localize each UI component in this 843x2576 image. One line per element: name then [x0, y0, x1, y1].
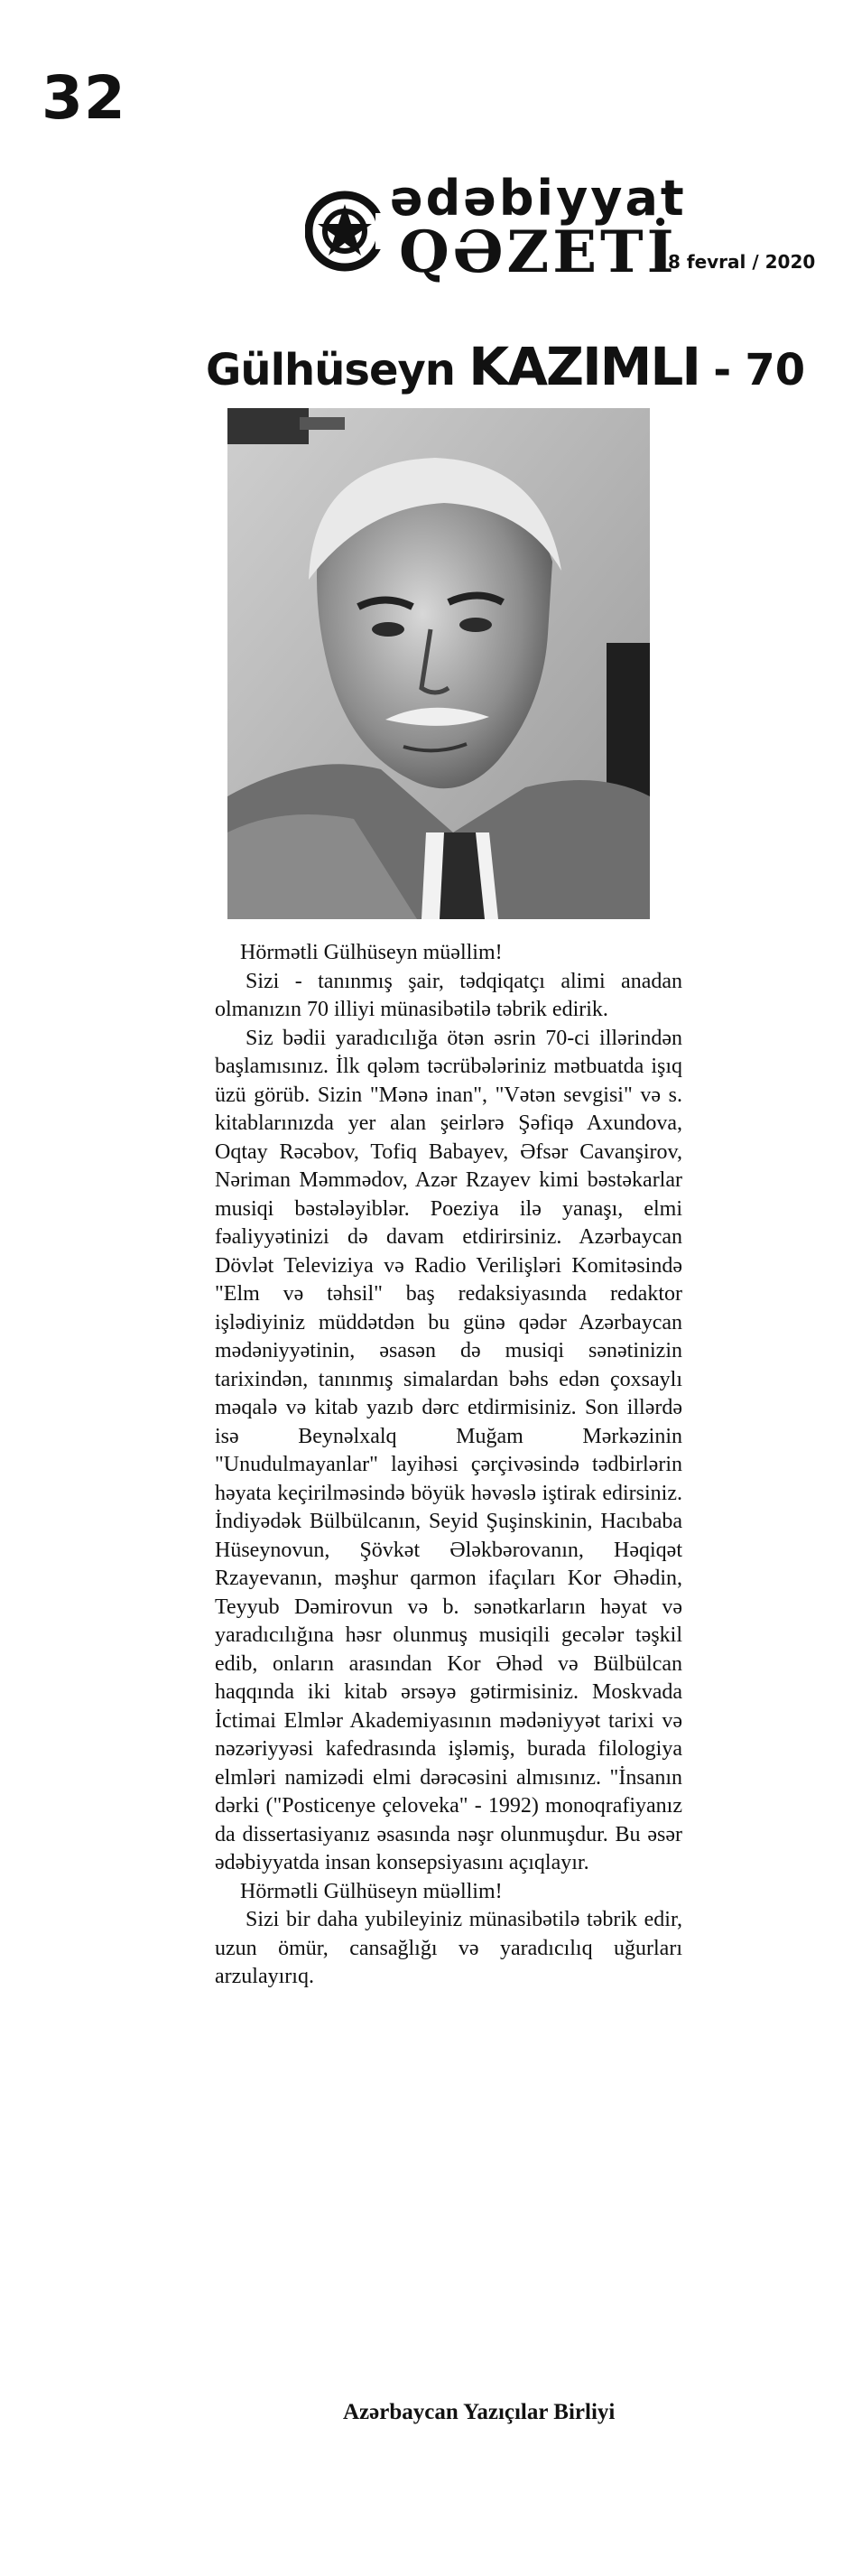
- headline-name: Gülhüseyn: [206, 345, 455, 395]
- portrait-photo: [227, 408, 650, 919]
- article-body: [215, 939, 682, 1992]
- page-number: 32: [42, 63, 126, 133]
- headline-separator: -: [713, 345, 732, 395]
- headline-surname: KAZIMLI: [468, 336, 699, 397]
- article-salutation: Hörmətli Gülhüseyn müəllim!: [240, 941, 503, 964]
- newspaper-name-line2: QƏZETİ: [399, 219, 678, 286]
- issue-date: 8 fevral / 2020: [668, 251, 816, 273]
- article-closing-salutation: Hörmətli Gülhüseyn müəllim!: [240, 1879, 503, 1903]
- article-closing: Sizi bir daha yubileyiniz münasibətilə təbrik edir, uzun ömür, cansağlığı və yaradıcılıq uğurları arzulayırıq.: [215, 1908, 682, 1988]
- headline-age: 70: [745, 345, 806, 395]
- newspaper-emblem-icon: [305, 186, 395, 276]
- article-signature: Azərbaycan Yazıçılar Birliyi: [343, 2400, 616, 2424]
- article-paragraph: Siz bədii yaradıcılığa ötən əsrin 70-ci illərindən başlamısınız. İlk qələm təcrübələriniz mətbuatda işıq üzü görüb. Sizin "Mənə inan", "Vətən sevgisi" və s. kitablarınızda yer alan şeirlərə Şəfiqə Axundova, Oqtay Rəcəbov, Tofiq Babayev, Əfsər Cavanşirov, Nəriman Məmmədov, Azər Rzayev kimi bəstəkarlar musiqi bəstələyiblər. Poeziya ilə yanaşı, elmi fəaliyyətinizi də davam etdirirsiniz. Azərbaycan Dövlət Televiziya və Radio Verilişləri Komitəsində "Elm və təhsil" baş redaksiyasında redaktor işlədiyiniz müddətdən bu günə qədər Azərbaycan mədəniyyətinin, əsasən də musiqi sənətinizin tarixindən, tanınmış simalardan bəhs edən çoxsaylı məqalə və kitab yazıb dərc etdirmisiniz. Son illərdə isə Beynəlxalq Muğam Mərkəzinin "Unudulmayanlar" layihəsi çərçivəsində tədbirlərin həyata keçirilməsində böyük həvəslə iştirak edirsiniz. İndiyədək Bülbülcanın, Seyid Şuşinskinin, Hacıbaba Hüseynovun, Şövkət Ələkbərovanın, Həqiqət Rzayevanın, məşhur qarmon ifaçıları Kor Əhədin, Teyyub Dəmirovun və b. sənətkarların həyat və yaradıcılığına həsr olunmuş musiqili gecələr təşkil edib, onların arasından Kor Əhəd və Bülbülcan haqqında iki kitab ərsəyə gətirmisiniz. Moskvada İctimai Elmlər Akademiyasının mədəniyyət tarixi və nəzəriyyəsi kafedrasında işləmiş, burada filologiya elmləri namizədi elmi dərəcəsini almısınız. "İnsanın dərki ("Posticenye çeloveka" - 1992) monoqrafiyanız da dissertasiyanız əsasında nəşr olunmuşdur. Bu əsər ədəbiyyatda insan konsepsiyasını açıqlayır.: [215, 1026, 682, 1874]
- newspaper-name-line1: ədəbiyyat: [390, 170, 687, 227]
- article-headline: [206, 336, 806, 397]
- portrait-photo-icon: [227, 408, 650, 919]
- newspaper-masthead: [300, 170, 687, 287]
- article-paragraph: Sizi - tanınmış şair, tədqiqatçı alimi anadan olmanızın 70 illiyi münasibətilə təbrik edirik.: [215, 969, 682, 1021]
